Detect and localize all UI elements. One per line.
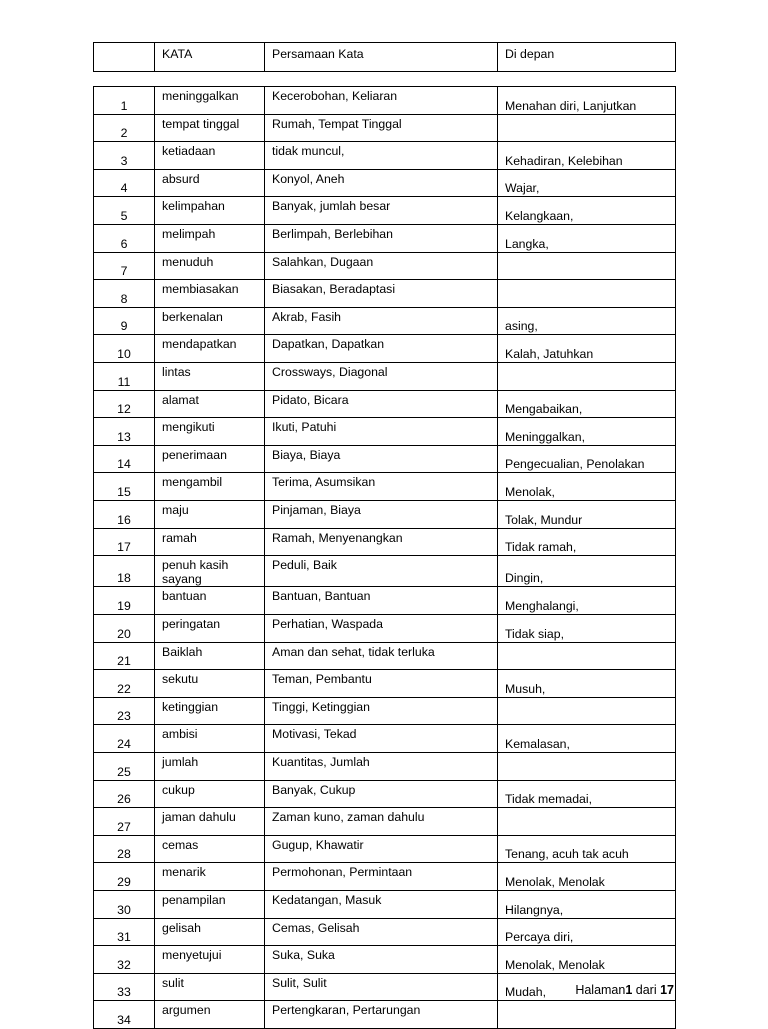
persamaan-cell: Rumah, Tempat Tinggal [265, 114, 498, 142]
row-number: 4 [94, 169, 155, 197]
table-row [94, 473, 676, 501]
di-depan-cell: Mengabaikan, [498, 390, 676, 418]
footer-middle: dari [632, 983, 661, 997]
kata-cell: penerimaan [155, 445, 265, 473]
row-number: 21 [94, 642, 155, 670]
header-row [94, 43, 676, 72]
table-row [94, 808, 676, 836]
table-row [94, 863, 676, 891]
row-number: 23 [94, 697, 155, 725]
table-row [94, 418, 676, 446]
persamaan-cell: Aman dan sehat, tidak terluka [265, 642, 498, 670]
table-row [94, 587, 676, 615]
table-row [94, 87, 676, 115]
di-depan-cell: Pengecualian, Penolakan [498, 445, 676, 473]
di-depan-cell [498, 252, 676, 280]
table-row [94, 445, 676, 473]
persamaan-cell: Zaman kuno, zaman dahulu [265, 808, 498, 836]
kata-cell: jaman dahulu [155, 808, 265, 836]
kata-cell: penampilan [155, 890, 265, 918]
persamaan-cell: Crossways, Diagonal [265, 362, 498, 390]
persamaan-cell: Permohonan, Permintaan [265, 863, 498, 891]
di-depan-cell [498, 362, 676, 390]
persamaan-cell: Bantuan, Bantuan [265, 587, 498, 615]
row-number: 34 [94, 1001, 155, 1029]
table-row [94, 197, 676, 225]
table-row [94, 142, 676, 170]
di-depan-cell: Tidak ramah, [498, 528, 676, 556]
footer-total-pages: 17 [660, 983, 674, 997]
row-number: 9 [94, 307, 155, 335]
kata-cell: menuduh [155, 252, 265, 280]
kata-cell: lintas [155, 362, 265, 390]
di-depan-cell: asing, [498, 307, 676, 335]
persamaan-cell: Kedatangan, Masuk [265, 890, 498, 918]
table-row [94, 946, 676, 974]
kata-cell: membiasakan [155, 280, 265, 308]
persamaan-cell: Kuantitas, Jumlah [265, 752, 498, 780]
row-number: 25 [94, 752, 155, 780]
di-depan-cell: Langka, [498, 224, 676, 252]
kata-cell: maju [155, 500, 265, 528]
table-row [94, 1001, 676, 1029]
row-number: 13 [94, 418, 155, 446]
kata-cell: ramah [155, 528, 265, 556]
header-number-cell [94, 43, 155, 72]
row-number: 16 [94, 500, 155, 528]
persamaan-cell: Biaya, Biaya [265, 445, 498, 473]
table-row [94, 697, 676, 725]
table-row [94, 752, 676, 780]
row-number: 15 [94, 473, 155, 501]
persamaan-cell: Biasakan, Beradaptasi [265, 280, 498, 308]
di-depan-cell: Menolak, [498, 473, 676, 501]
table-row [94, 335, 676, 363]
persamaan-cell: Gugup, Khawatir [265, 835, 498, 863]
kata-cell: kelimpahan [155, 197, 265, 225]
persamaan-cell: Pertengkaran, Pertarungan [265, 1001, 498, 1029]
kata-cell: jumlah [155, 752, 265, 780]
row-number: 7 [94, 252, 155, 280]
kata-cell: sekutu [155, 670, 265, 698]
persamaan-cell: Sulit, Sulit [265, 973, 498, 1001]
persamaan-cell: Terima, Asumsikan [265, 473, 498, 501]
kata-cell: ketiadaan [155, 142, 265, 170]
row-number: 18 [94, 556, 155, 587]
kata-cell: berkenalan [155, 307, 265, 335]
persamaan-cell: Pinjaman, Biaya [265, 500, 498, 528]
row-number: 29 [94, 863, 155, 891]
row-number: 12 [94, 390, 155, 418]
kata-cell: cukup [155, 780, 265, 808]
row-number: 17 [94, 528, 155, 556]
kata-cell: menarik [155, 863, 265, 891]
di-depan-cell: Mudah, [498, 973, 676, 1001]
persamaan-cell: Banyak, jumlah besar [265, 197, 498, 225]
persamaan-cell: Peduli, Baik [265, 556, 498, 587]
row-number: 33 [94, 973, 155, 1001]
row-number: 10 [94, 335, 155, 363]
di-depan-cell [498, 114, 676, 142]
persamaan-cell: Ramah, Menyenangkan [265, 528, 498, 556]
di-depan-cell: Menghalangi, [498, 587, 676, 615]
persamaan-cell: Suka, Suka [265, 946, 498, 974]
kata-cell: mendapatkan [155, 335, 265, 363]
di-depan-cell: Tidak memadai, [498, 780, 676, 808]
row-number: 28 [94, 835, 155, 863]
footer-page-number: 1 [625, 983, 633, 997]
page-footer [575, 983, 674, 997]
table-row [94, 307, 676, 335]
kata-cell: alamat [155, 390, 265, 418]
table-row [94, 918, 676, 946]
di-depan-cell: Kemalasan, [498, 725, 676, 753]
kata-cell: meninggalkan [155, 87, 265, 115]
row-number: 6 [94, 224, 155, 252]
row-number: 3 [94, 142, 155, 170]
table-row [94, 280, 676, 308]
row-number: 2 [94, 114, 155, 142]
kata-cell: Baiklah [155, 642, 265, 670]
persamaan-cell: Perhatian, Waspada [265, 614, 498, 642]
di-depan-cell: Kehadiran, Kelebihan [498, 142, 676, 170]
vocabulary-table [93, 86, 676, 1029]
row-number: 26 [94, 780, 155, 808]
row-number: 32 [94, 946, 155, 974]
persamaan-cell: tidak muncul, [265, 142, 498, 170]
persamaan-cell: Banyak, Cukup [265, 780, 498, 808]
di-depan-cell: Percaya diri, [498, 918, 676, 946]
table-row [94, 362, 676, 390]
di-depan-cell: Hilangnya, [498, 890, 676, 918]
row-number: 14 [94, 445, 155, 473]
header-kata: KATA [155, 43, 265, 72]
di-depan-cell [498, 1001, 676, 1029]
table-row [94, 500, 676, 528]
table-row [94, 835, 676, 863]
persamaan-cell: Berlimpah, Berlebihan [265, 224, 498, 252]
di-depan-cell [498, 642, 676, 670]
persamaan-cell: Konyol, Aneh [265, 169, 498, 197]
row-number: 20 [94, 614, 155, 642]
kata-cell: mengikuti [155, 418, 265, 446]
kata-cell: gelisah [155, 918, 265, 946]
header-table [93, 42, 676, 72]
footer-prefix: Halaman [575, 983, 626, 997]
row-number: 31 [94, 918, 155, 946]
row-number: 30 [94, 890, 155, 918]
di-depan-cell: Menolak, Menolak [498, 946, 676, 974]
di-depan-cell: Menolak, Menolak [498, 863, 676, 891]
persamaan-cell: Kecerobohan, Keliaran [265, 87, 498, 115]
di-depan-cell: Kelangkaan, [498, 197, 676, 225]
kata-cell: bantuan [155, 587, 265, 615]
row-number: 1 [94, 87, 155, 115]
kata-cell: absurd [155, 169, 265, 197]
header-di-depan: Di depan [498, 43, 676, 72]
table-row [94, 528, 676, 556]
di-depan-cell [498, 280, 676, 308]
di-depan-cell: Tenang, acuh tak acuh [498, 835, 676, 863]
row-number: 11 [94, 362, 155, 390]
kata-cell: penuh kasih sayang [155, 556, 265, 587]
persamaan-cell: Tinggi, Ketinggian [265, 697, 498, 725]
persamaan-cell: Motivasi, Tekad [265, 725, 498, 753]
table-row [94, 224, 676, 252]
table-row [94, 169, 676, 197]
di-depan-cell: Wajar, [498, 169, 676, 197]
di-depan-cell: Tolak, Mundur [498, 500, 676, 528]
di-depan-cell: Musuh, [498, 670, 676, 698]
kata-cell: menyetujui [155, 946, 265, 974]
persamaan-cell: Ikuti, Patuhi [265, 418, 498, 446]
kata-cell: ambisi [155, 725, 265, 753]
row-number: 5 [94, 197, 155, 225]
row-number: 19 [94, 587, 155, 615]
table-row [94, 252, 676, 280]
table-row [94, 890, 676, 918]
header-persamaan-kata: Persamaan Kata [265, 43, 498, 72]
kata-cell: ketinggian [155, 697, 265, 725]
table-row [94, 642, 676, 670]
kata-cell: sulit [155, 973, 265, 1001]
table-row [94, 390, 676, 418]
di-depan-cell: Tidak siap, [498, 614, 676, 642]
persamaan-cell: Cemas, Gelisah [265, 918, 498, 946]
persamaan-cell: Pidato, Bicara [265, 390, 498, 418]
table-row [94, 725, 676, 753]
row-number: 22 [94, 670, 155, 698]
persamaan-cell: Akrab, Fasih [265, 307, 498, 335]
row-number: 27 [94, 808, 155, 836]
table-row [94, 114, 676, 142]
di-depan-cell: Menahan diri, Lanjutkan [498, 87, 676, 115]
persamaan-cell: Dapatkan, Dapatkan [265, 335, 498, 363]
kata-cell: tempat tinggal [155, 114, 265, 142]
table-row [94, 670, 676, 698]
kata-cell: peringatan [155, 614, 265, 642]
di-depan-cell: Meninggalkan, [498, 418, 676, 446]
table-row [94, 556, 676, 587]
persamaan-cell: Salahkan, Dugaan [265, 252, 498, 280]
di-depan-cell [498, 752, 676, 780]
kata-cell: cemas [155, 835, 265, 863]
kata-cell: mengambil [155, 473, 265, 501]
row-number: 24 [94, 725, 155, 753]
kata-cell: melimpah [155, 224, 265, 252]
di-depan-cell: Kalah, Jatuhkan [498, 335, 676, 363]
persamaan-cell: Teman, Pembantu [265, 670, 498, 698]
table-row [94, 614, 676, 642]
di-depan-cell: Dingin, [498, 556, 676, 587]
kata-cell: argumen [155, 1001, 265, 1029]
di-depan-cell [498, 697, 676, 725]
table-row [94, 780, 676, 808]
di-depan-cell [498, 808, 676, 836]
row-number: 8 [94, 280, 155, 308]
